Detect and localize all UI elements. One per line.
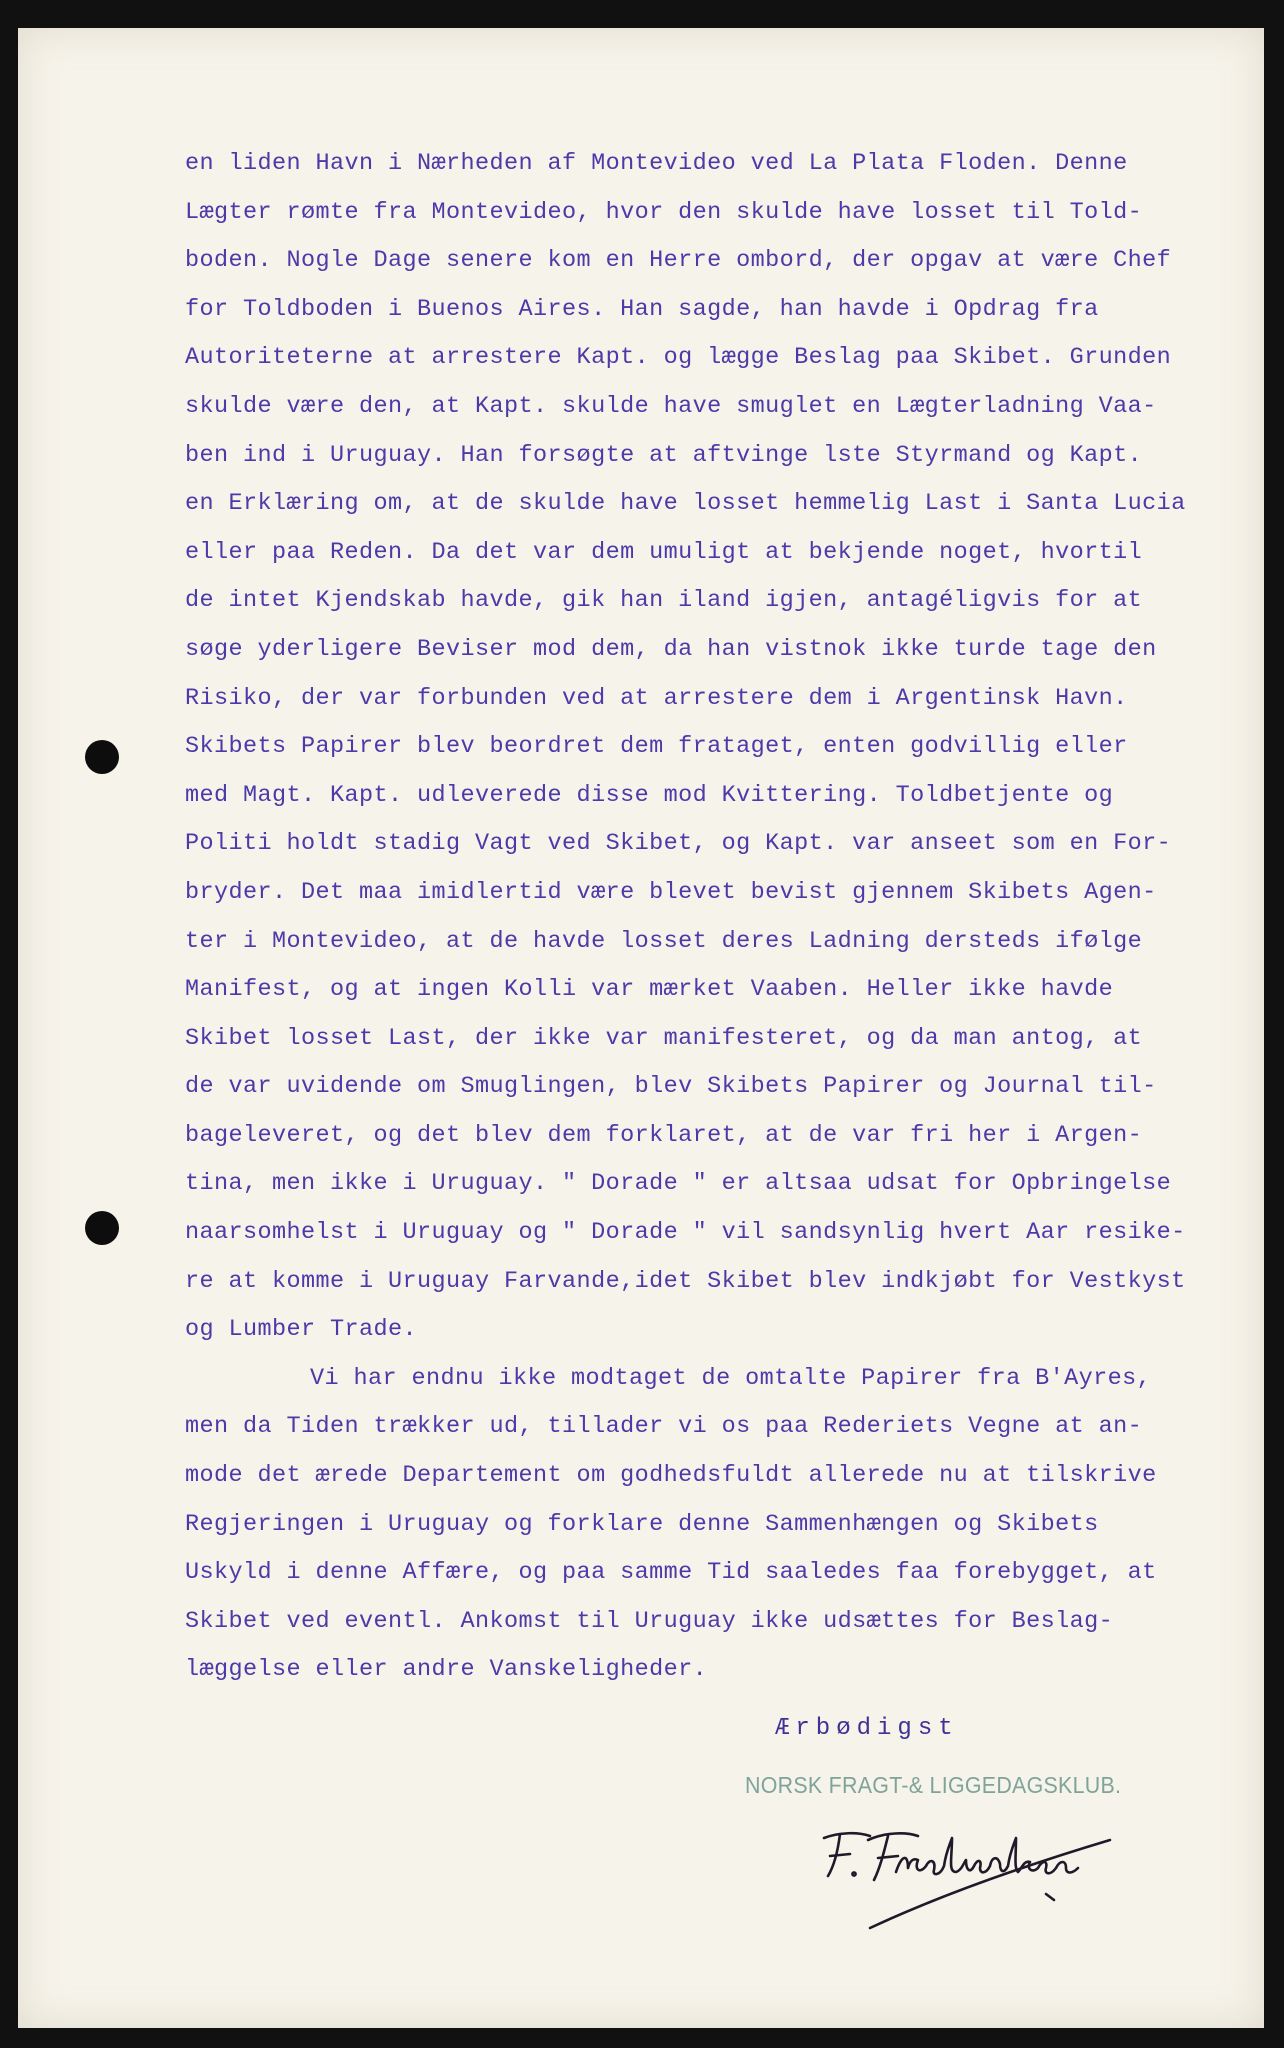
- body-line: ben ind i Uruguay. Han forsøgte at aftvinge lste Styrmand og Kapt.: [185, 441, 1143, 469]
- body-line: Uskyld i denne Affære, og paa samme Tid saaledes faa forebygget, at: [185, 1559, 1157, 1587]
- punch-hole-top: [85, 740, 119, 774]
- body-line: mode det ærede Departement om godhedsfuldt allerede nu at tilskrive: [185, 1462, 1157, 1490]
- body-line: Regjeringen i Uruguay og forklare denne Sammenhængen og Skibets: [185, 1510, 1099, 1538]
- body-line: re at komme i Uruguay Farvande,idet Skibet blev indkjøbt for Vestkyst: [185, 1267, 1186, 1295]
- body-line: boden. Nogle Dage senere kom en Herre ombord, der opgav at være Chef: [185, 247, 1172, 275]
- body-line: bryder. Det maa imidlertid være blevet bevist gjennem Skibets Agen-: [185, 878, 1157, 906]
- body-line: Autoriteterne at arrestere Kapt. og lægge Beslag paa Skibet. Grunden: [185, 344, 1172, 372]
- body-line: Skibet losset Last, der ikke var manifesteret, og da man antog, at: [185, 1024, 1143, 1052]
- body-line: en liden Havn i Nærheden af Montevideo ved La Plata Floden. Denne: [185, 150, 1128, 177]
- letter-body: [185, 140, 1225, 1695]
- body-line: for Toldboden i Buenos Aires. Han sagde, han havde i Opdrag fra: [185, 295, 1099, 323]
- body-line: med Magt. Kapt. udleverede disse mod Kvittering. Toldbetjente og: [185, 781, 1114, 809]
- body-line: tina, men ikke i Uruguay. " Dorade " er altsaa udsat for Opbringelse: [185, 1170, 1172, 1198]
- body-line: skulde være den, at Kapt. skulde have smuglet en Lægterladning Vaa-: [185, 392, 1157, 420]
- body-line: og Lumber Trade.: [185, 1316, 418, 1344]
- closing-salutation: Ærbødigst: [775, 1715, 959, 1742]
- body-line: Skibet ved eventl. Ankomst til Uruguay ikke udsættes for Beslag-: [185, 1607, 1114, 1635]
- body-line: de intet Kjendskab havde, gik han iland igjen, antagéligvis for at: [185, 587, 1143, 615]
- punch-hole-bottom: [85, 1211, 119, 1245]
- signature-image: [810, 1810, 1130, 1930]
- body-line: Lægter rømte fra Montevideo, hvor den skulde have losset til Told-: [185, 198, 1143, 226]
- body-line: læggelse eller andre Vanskeligheder.: [185, 1656, 708, 1684]
- body-line: eller paa Reden. Da det var dem umuligt at bekjende noget, hvortil: [185, 538, 1143, 566]
- body-line: naarsomhelst i Uruguay og " Dorade " vil sandsynlig hvert Aar resike-: [185, 1219, 1186, 1247]
- body-line: men da Tiden trækker ud, tillader vi os paa Rederiets Vegne at an-: [185, 1413, 1143, 1441]
- paragraph-start-line: Vi har endnu ikke modtaget de omtalte Papirer fra B'Ayres,: [310, 1364, 1152, 1392]
- body-line: ter i Montevideo, at de havde losset deres Ladning dersteds ifølge: [185, 927, 1143, 955]
- company-stamp: NORSK FRAGT-& LIGGEDAGSKLUB.: [745, 1772, 1122, 1798]
- body-line: en Erklæring om, at de skulde have losset hemmelig Last i Santa Lucia: [185, 490, 1186, 518]
- body-line: bageleveret, og det blev dem forklaret, at de var fri her i Argen-: [185, 1121, 1143, 1149]
- body-line: de var uvidende om Smuglingen, blev Skibets Papirer og Journal til-: [185, 1073, 1157, 1101]
- body-line: Manifest, og at ingen Kolli var mærket Vaaben. Heller ikke havde: [185, 976, 1114, 1004]
- body-line: søge yderligere Beviser mod dem, da han vistnok ikke turde tage den: [185, 635, 1157, 663]
- body-line: Risiko, der var forbunden ved at arrestere dem i Argentinsk Havn.: [185, 684, 1128, 712]
- body-line: Skibets Papirer blev beordret dem frataget, enten godvillig eller: [185, 733, 1128, 761]
- body-line: Politi holdt stadig Vagt ved Skibet, og Kapt. var anseet som en For-: [185, 830, 1172, 858]
